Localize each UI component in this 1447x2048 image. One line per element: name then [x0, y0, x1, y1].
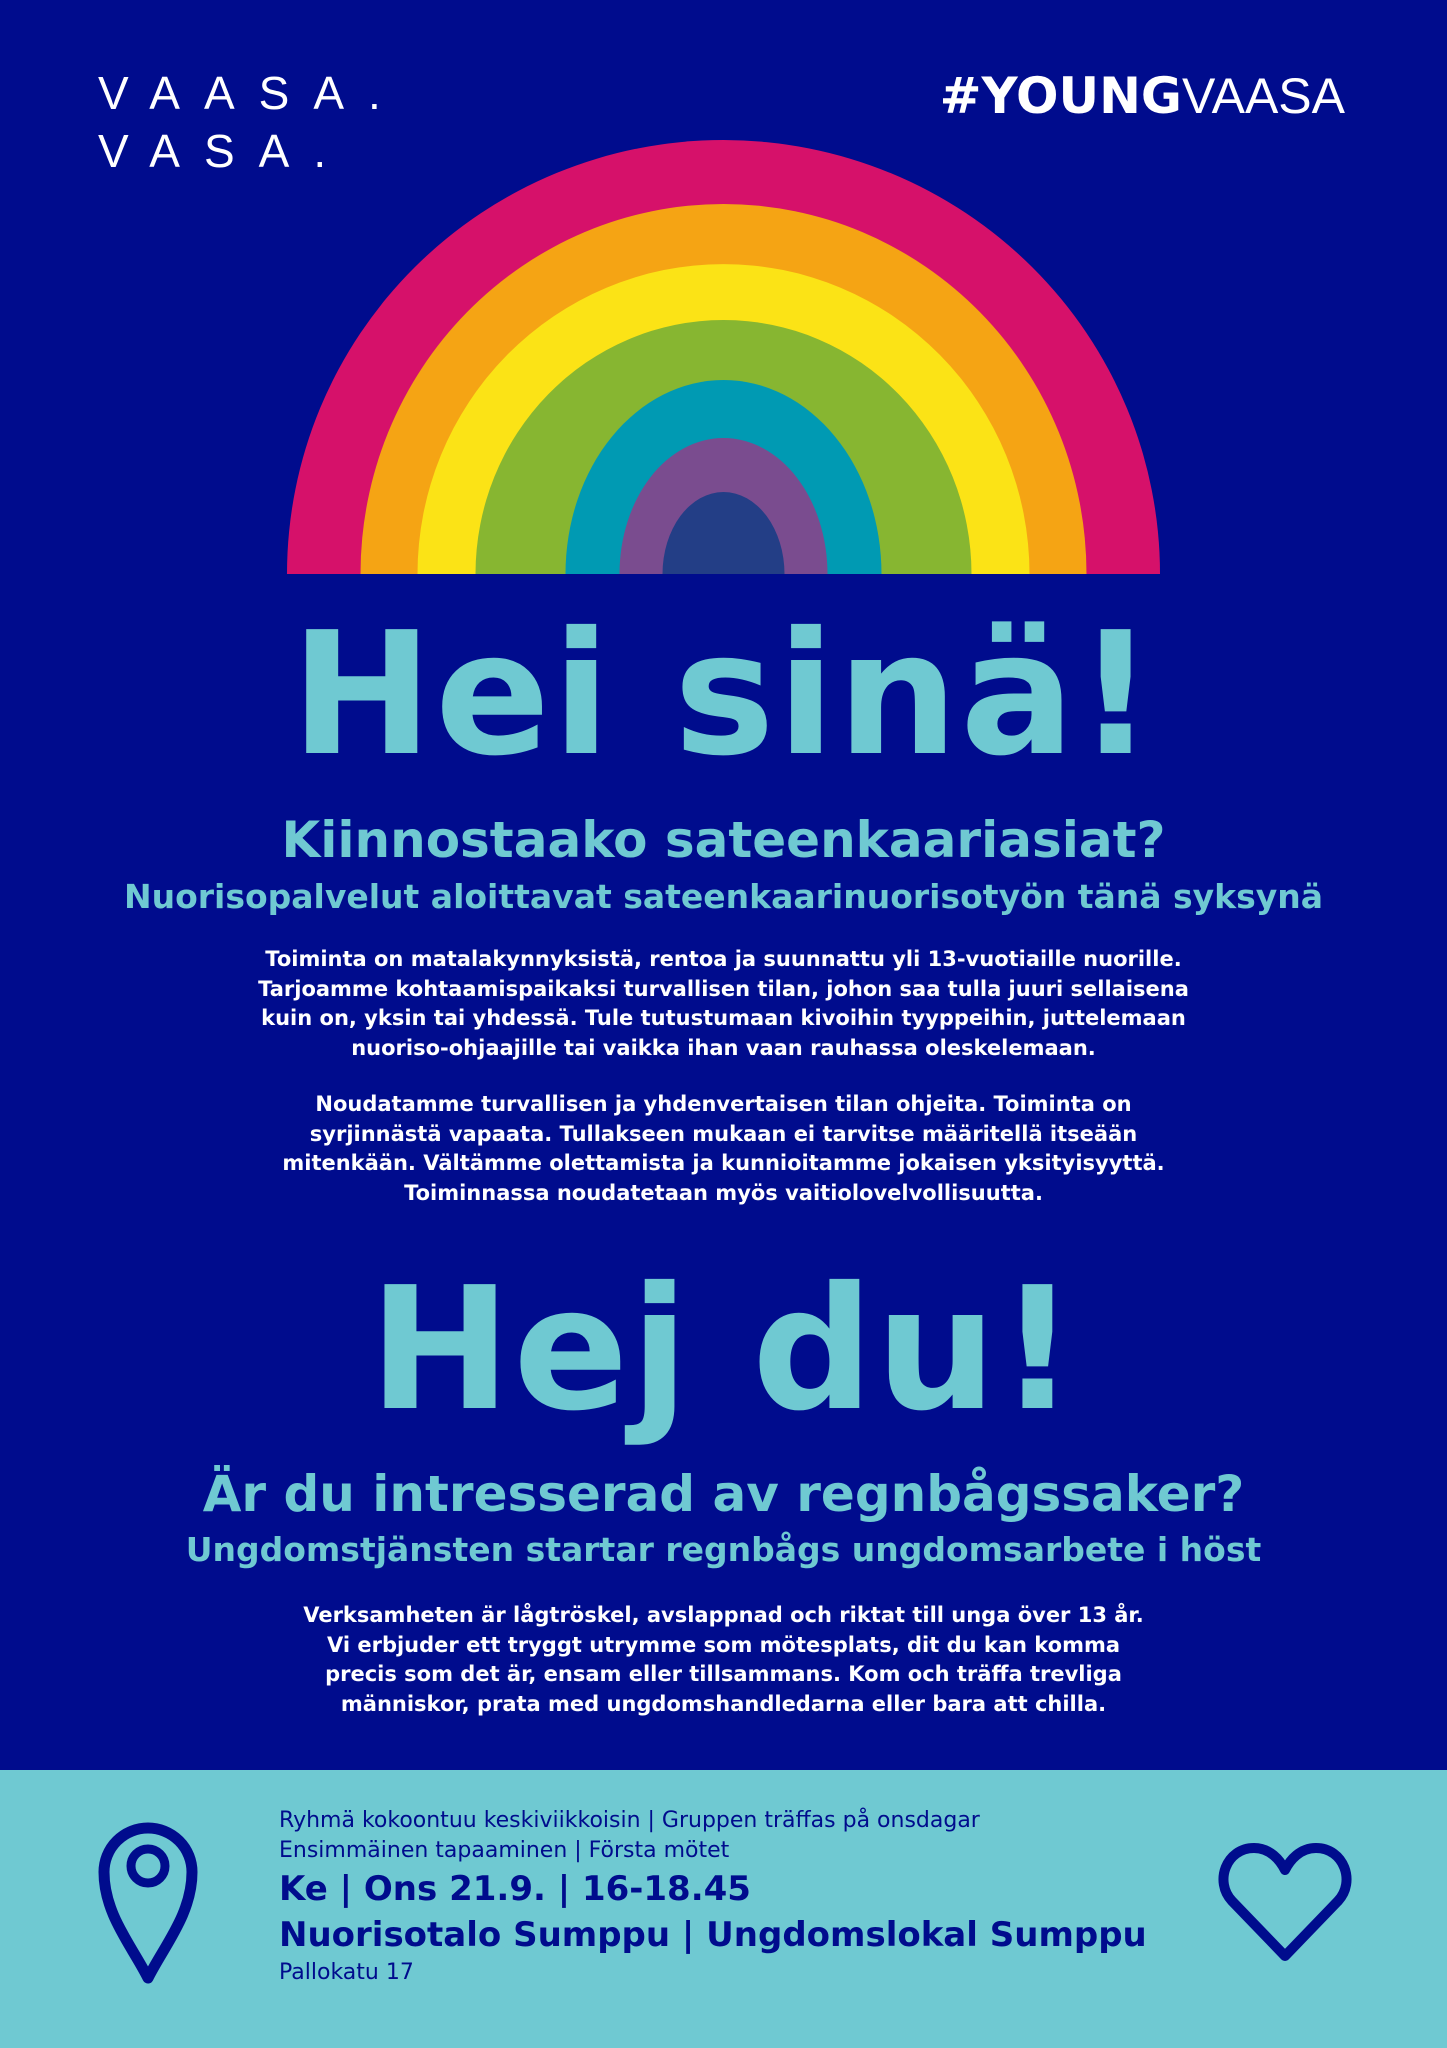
paragraph-line: nuoriso-ohjaajille tai vaikka ihan vaan rauhassa oleskelemaan.: [351, 1035, 1096, 1060]
finnish-paragraph-2: [0, 1090, 1447, 1208]
heart-icon: [1218, 1838, 1352, 1966]
paragraph-line: Toiminnassa noudatetaan myös vaitiolovelvollisuutta.: [404, 1180, 1043, 1205]
swedish-subheading-block: [0, 1464, 1447, 1524]
meeting-schedule: Ryhmä kokoontuu keskiviikkoisin | Gruppen träffas på onsdagar: [279, 1808, 980, 1833]
paragraph-line: Toiminta on matalakynnyksistä, rentoa ja suunnattu yli 13-vuotiaille nuorille.: [265, 947, 1182, 971]
young-vaasa-hashtag: [940, 66, 1345, 126]
hashtag-bold: #YOUNG: [939, 67, 1182, 125]
finnish-subheading-2: Nuorisopalvelut aloittavat sateenkaarinuorisotyön tänä syksynä: [123, 877, 1324, 916]
paragraph-line: syrjinnästä vapaata. Tullakseen mukaan ei tarvitse määritellä itseään: [309, 1121, 1138, 1146]
paragraph-line: Noudatamme turvallisen ja yhdenvertaisen tilan ohjeita. Toiminta on: [315, 1092, 1132, 1116]
finnish-headline: Hei sinä!: [290, 596, 1157, 794]
venue-address: Pallokatu 17: [279, 1960, 414, 1985]
paragraph-line: precis som det är, ensam eller tillsammans. Kom och träffa trevliga: [325, 1662, 1122, 1686]
paragraph-line: kuin on, yksin tai yhdessä. Tule tutustumaan kivoihin tyyppeihin, juttelemaan: [261, 1006, 1186, 1030]
swedish-paragraph: [0, 1601, 1447, 1719]
first-meeting-label: Ensimmäinen tapaaminen | Första mötet: [279, 1838, 730, 1863]
meeting-venue: Nuorisotalo Sumppu | Ungdomslokal Sumppu: [279, 1915, 1147, 1955]
swedish-headline: Hej du!: [368, 1251, 1079, 1449]
location-pin-icon: [96, 1818, 200, 1986]
swedish-section: [0, 1251, 1447, 1449]
swedish-subheading-2: Ungdomstjänsten startar regnbågs ungdomsarbete i höst: [185, 1530, 1262, 1569]
swedish-subheading: Är du intresserad av regnbågssaker?: [202, 1465, 1245, 1523]
finnish-subheading: Kiinnostaako sateenkaariasiat?: [281, 811, 1166, 869]
logo-line-swedish: VASA.: [98, 125, 351, 177]
finnish-paragraph-1: [0, 945, 1447, 1063]
paragraph-line: Vi erbjuder ett tryggt utrymme som mötesplats, dit du kan komma: [326, 1632, 1121, 1657]
paragraph-line: Verksamheten är lågtröskel, avslappnad och riktat till unga över 13 år.: [303, 1603, 1144, 1627]
paragraph-line: människor, prata med ungdomshandledarna eller bara att chilla.: [340, 1691, 1107, 1716]
rainbow-illustration: [287, 140, 1160, 574]
meeting-date-time: Ke | Ons 21.9. | 16-18.45: [279, 1869, 751, 1909]
finnish-subheading2-block: [0, 876, 1447, 918]
swedish-subheading2-block: [0, 1529, 1447, 1571]
paragraph-line: Tarjoamme kohtaamispaikaksi turvallisen tilan, johon saa tulla juuri sellaisena: [258, 976, 1189, 1001]
finnish-section: [0, 596, 1447, 794]
hashtag-light: VAASA: [1181, 68, 1345, 124]
paragraph-line: mitenkään. Vältämme olettamista ja kunnioitamme jokaisen yksityisyyttä.: [282, 1151, 1165, 1175]
meeting-details: [279, 1806, 1147, 1988]
finnish-subheading-block: [0, 810, 1447, 870]
logo-line-finnish: VAASA.: [98, 67, 405, 119]
